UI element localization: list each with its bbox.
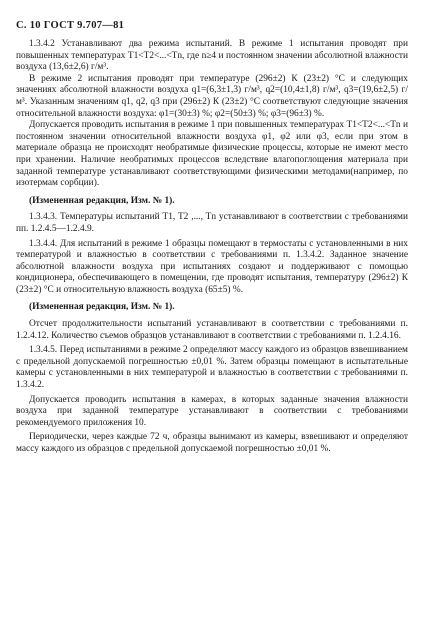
paragraph-1-3-4-4: 1.3.4.4. Для испытаний в режиме 1 образцы помещают в термостаты с установленными в них температурой и влажностью в соответствии с требованиями п. 1.3.4.2. Заданное значение абсолютной влажности воздуха при испытаниях создают и поддерживают с помощью кондиционера, обеспечивающего в помещении, где проводят испытания, температуру (296±2) К (23±2) °С и относительную влажность воздуха (65±5) %.	[16, 238, 408, 295]
paragraph-duration: Отсчет продолжительности испытаний устанавливают в соответствии с требованиями п. 1.2.4.12. Количество съемов образцов устанавливают в соответствии с требованиями п. 1.2.4.16.	[16, 319, 408, 341]
paragraph-mode-2: В режиме 2 испытания проводят при температуре (296±2) К (23±2) °С и следующих значениях абсолютной влажности воздуха q1=(6,3±1,3) г/м³, q2=(10,4±1,8) г/м³, q3=(19,6±2,5) г/м³. Указанным значениям q1, q2, q3 при (296±2) К (23±2) °С соответствуют следующие значения относительной влажности воздуха: φ1=(30±3) %; φ2=(50±3) %; φ3=(96±3) %.	[16, 73, 408, 119]
document-body	[16, 39, 408, 456]
paragraph-1-3-4-5: 1.3.4.5. Перед испытаниями в режиме 2 определяют массу каждого из образцов взвешиванием с предельной допускаемой погрешностью ±0,01 %. Затем образцы помещают в испытательные камеры с установленными в них температурой и влажностью в соответствии с требованиями п. 1.3.4.2.	[16, 345, 408, 391]
paragraph-periodic: Периодически, через каждые 72 ч, образцы вынимают из камеры, взвешивают и определяют массу каждого из образцов с предельной допускаемой погрешностью ±0,01 %.	[16, 432, 408, 454]
amendment-note: (Измененная редакция, Изм. № 1).	[29, 195, 175, 206]
page-header: С. 10 ГОСТ 9.707—81	[16, 20, 125, 31]
amendment-note: (Измененная редакция, Изм. № 1).	[29, 302, 175, 313]
paragraph-allowance: Допускается проводить испытания в режиме 1 при повышенных температурах T1<T2<...<Tn и постоянном значении относительной влажности воздуха φ1, φ2 или φ3, если при этом в материале образца не происходят необратимые физические процессы, которые не имеют место при хранении. Наличие необратимых процессов вследствие влагопоглощения материала при заданной температуре устанавливают соответствующими физическими методами(например, по изотермам сорбции).	[16, 120, 408, 189]
paragraph-1-3-4-2: 1.3.4.2 Устанавливают два режима испытаний. В режиме 1 испытания проводят при повышенных температурах T1<T2<...<Tn, где n≥4 и постоянном значении абсолютной влажности воздуха (13,6±2,6) г/м³.	[16, 39, 408, 73]
paragraph-chambers: Допускается проводить испытания в камерах, в которых заданные значения влажности воздуха при заданной температуре устанавливают в соответствии с требованиями рекомендуемого приложения 10.	[16, 394, 408, 428]
paragraph-1-3-4-3: 1.3.4.3. Температуры испытаний T1, T2 ,..., Tn устанавливают в соответствии с требованиями пп. 1.2.4.5—1.2.4.9.	[16, 212, 408, 234]
